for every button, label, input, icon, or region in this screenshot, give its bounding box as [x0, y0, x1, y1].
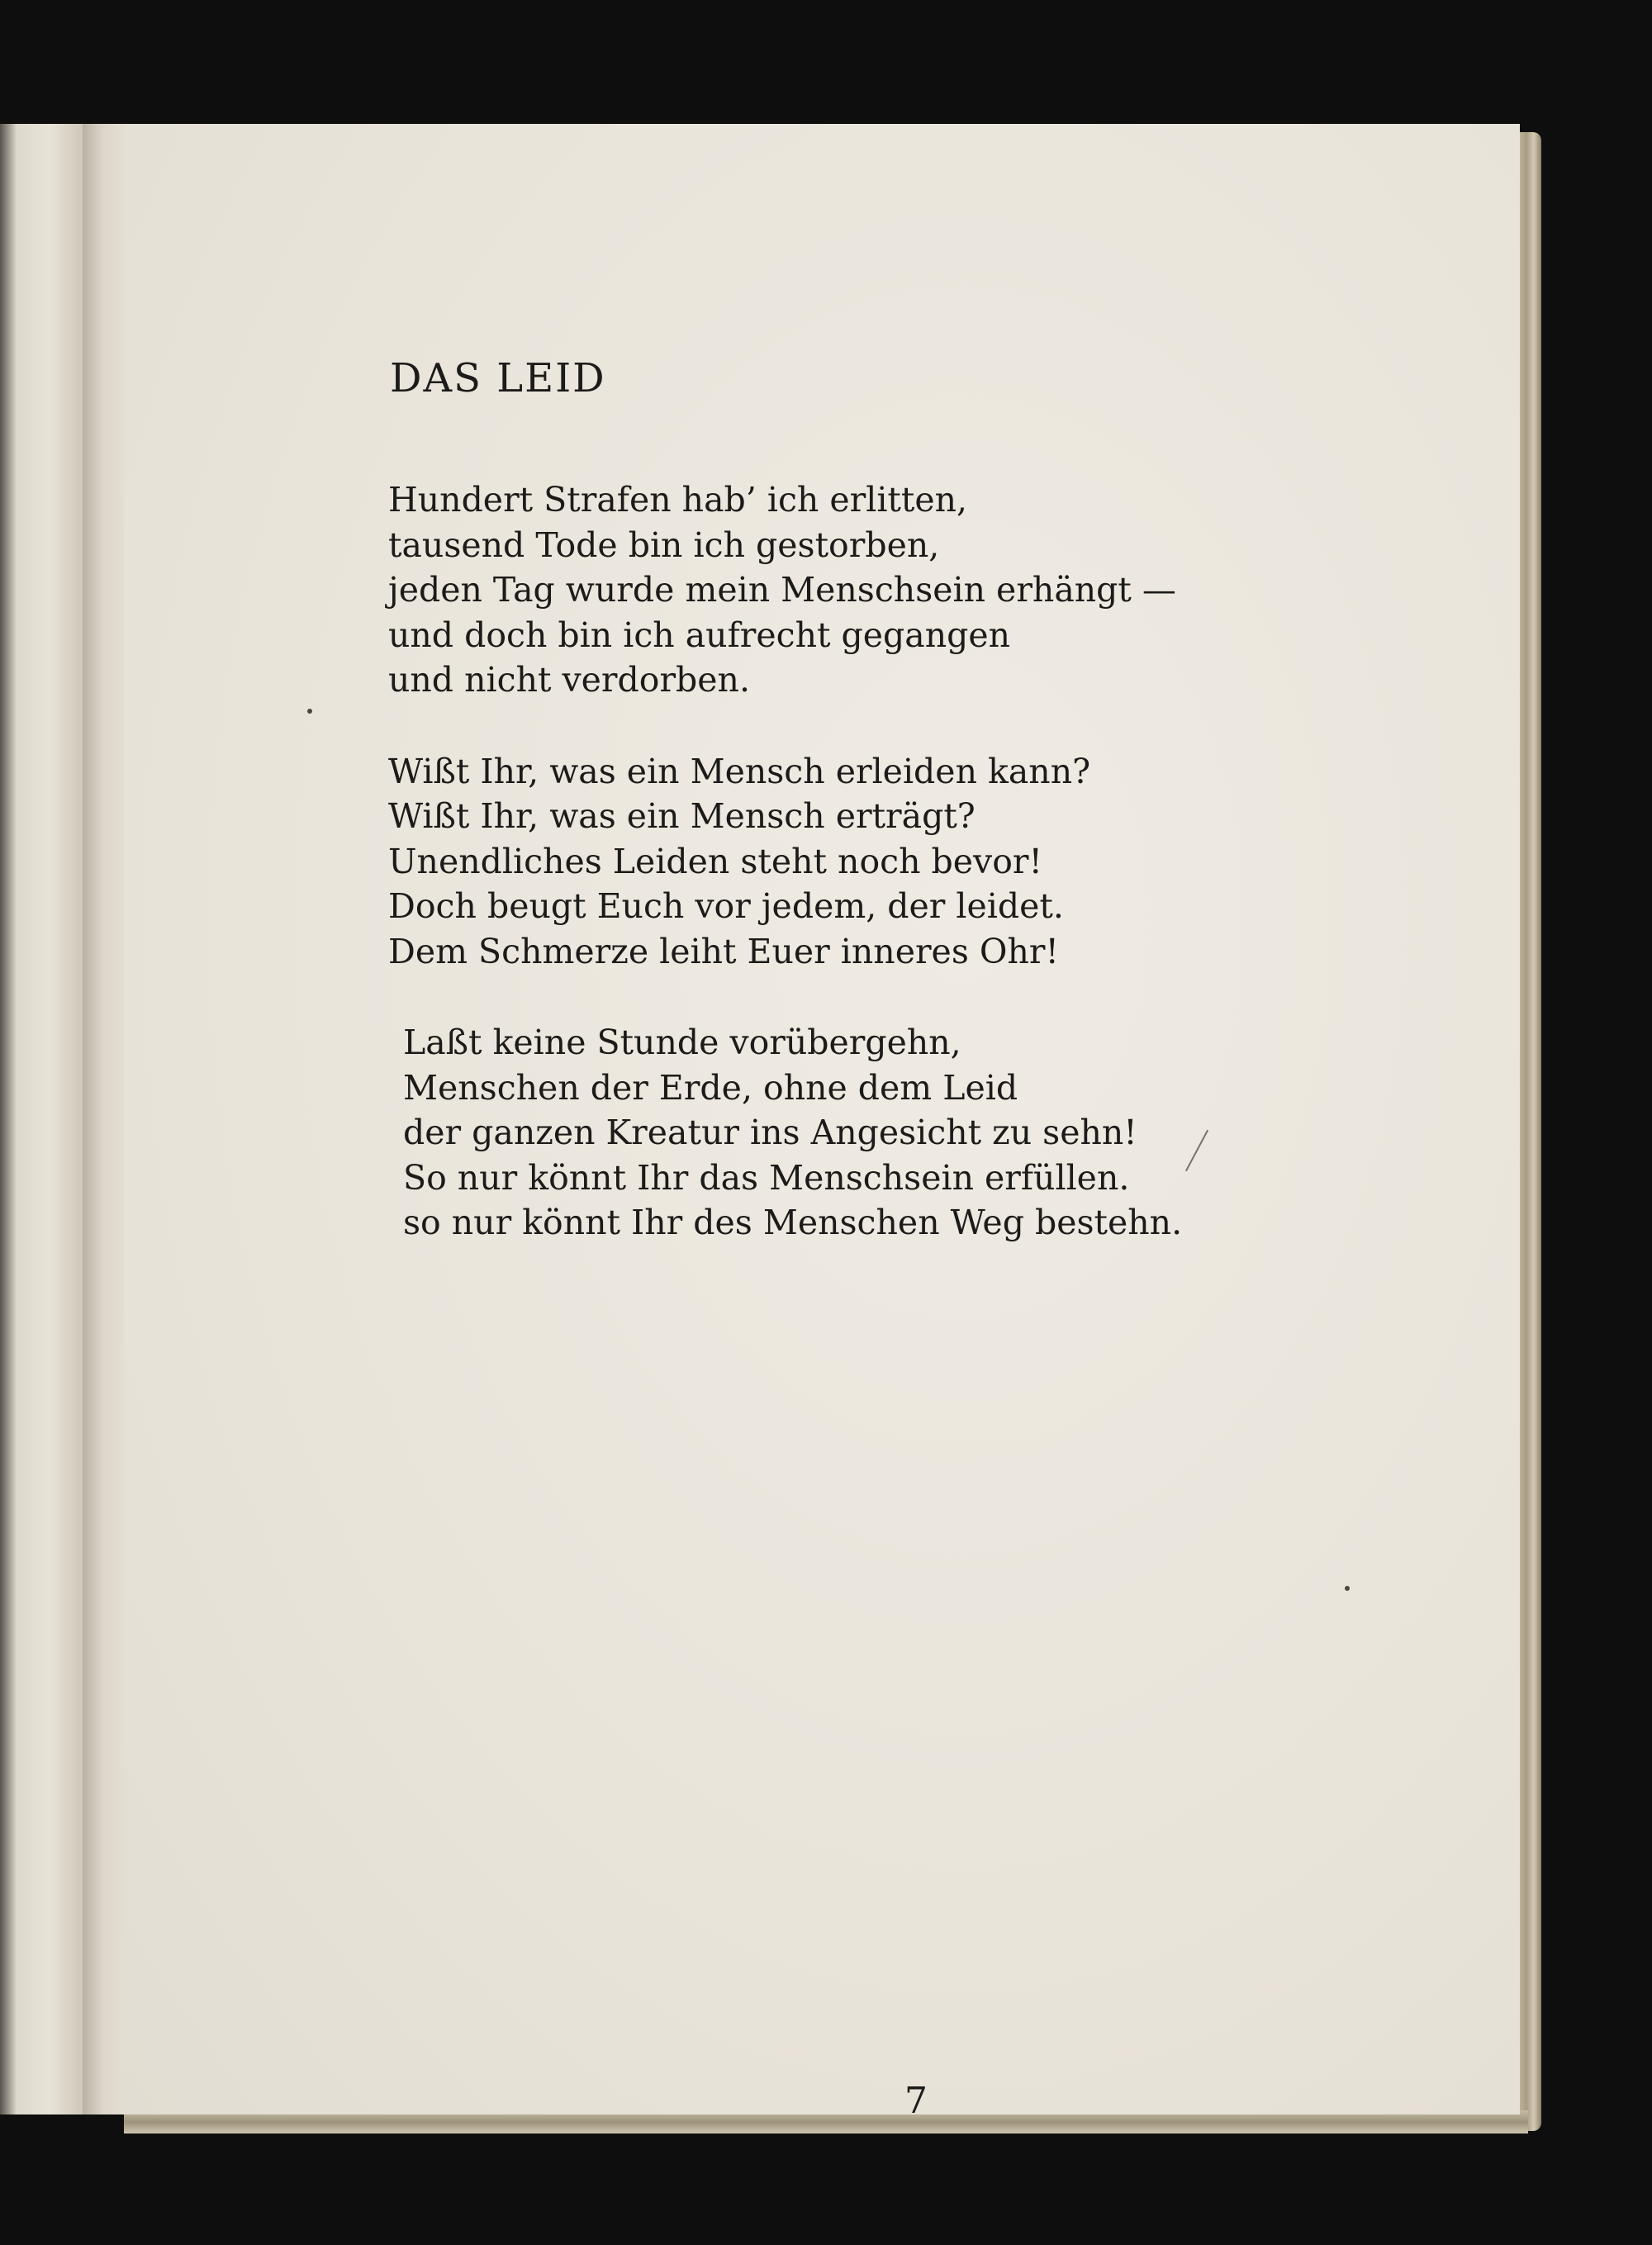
- poem-line: so nur könnt Ihr des Menschen Weg bestehn.: [403, 1203, 1183, 1242]
- poem-line: Hundert Strafen hab’ ich erlitten,: [388, 480, 968, 520]
- stanza: [388, 749, 1462, 975]
- poem-line: So nur könnt Ihr das Menschsein erfüllen.: [403, 1157, 1130, 1198]
- poem-line: und nicht verdorben.: [388, 660, 750, 700]
- poem-line: Wißt Ihr, was ein Mensch erleiden kann?: [388, 751, 1091, 791]
- poem-line: und doch bin ich aufrecht gegangen: [388, 615, 1011, 655]
- poem-line: der ganzen Kreatur ins Angesicht zu sehn!: [403, 1113, 1137, 1152]
- poem-line: Unendliches Leiden steht noch bevor!: [388, 841, 1042, 881]
- poem-line: Doch beugt Euch vor jedem, der leidet.: [388, 886, 1064, 926]
- poem: [388, 355, 1462, 1292]
- page-block-edge: [1517, 132, 1541, 2131]
- poem-line: Wißt Ihr, was ein Mensch erträgt?: [388, 796, 976, 836]
- page-shadow: [0, 124, 17, 2114]
- ink-speck: [307, 709, 312, 714]
- poem-line: tausend Tode bin ich gestorben,: [388, 524, 940, 565]
- poem-line: Menschen der Erde, ohne dem Leid: [403, 1067, 1018, 1108]
- page-number: 7: [904, 2080, 928, 2122]
- ink-speck: [1345, 1586, 1350, 1591]
- stanza: [388, 477, 1462, 703]
- poem-line: jeden Tag wurde mein Menschsein erhängt —: [388, 570, 1176, 610]
- poem-line: Dem Schmerze leiht Euer inneres Ohr!: [388, 931, 1059, 971]
- stanza: [388, 1020, 1462, 1246]
- poem-title: DAS LEID: [390, 355, 606, 401]
- poem-line: Laßt keine Stunde vorübergehn,: [403, 1023, 961, 1062]
